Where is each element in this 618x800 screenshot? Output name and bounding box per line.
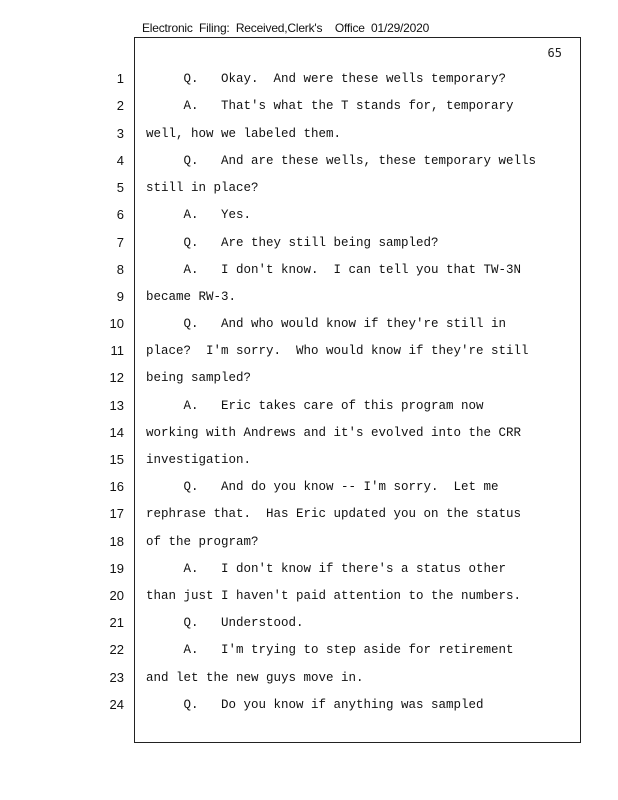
line-number: 1 (116, 71, 124, 86)
line-number: 13 (109, 398, 124, 413)
line-number: 16 (109, 479, 124, 494)
line-text: working with Andrews and it's evolved into the CRR (146, 426, 522, 440)
transcript-line (0, 396, 618, 416)
transcript-line (0, 613, 618, 633)
line-number: 5 (116, 180, 124, 195)
transcript-line (0, 151, 618, 171)
transcript-line (0, 450, 618, 470)
transcript-line (0, 314, 618, 334)
line-text: Q. And who would know if they're still in (146, 317, 507, 331)
line-number: 4 (116, 153, 124, 168)
line-text: A. I don't know if there's a status other (146, 562, 507, 576)
transcript-line (0, 532, 618, 552)
transcript-line (0, 504, 618, 524)
transcript-line (0, 477, 618, 497)
line-number: 12 (109, 370, 124, 385)
transcript-line (0, 233, 618, 253)
transcript-line (0, 640, 618, 660)
line-number: 15 (109, 452, 124, 467)
line-text: well, how we labeled them. (146, 127, 342, 141)
line-number: 22 (109, 642, 124, 657)
transcript-line (0, 695, 618, 715)
line-text: than just I haven't paid attention to the numbers. (146, 589, 522, 603)
line-text: A. I'm trying to step aside for retirement (146, 643, 514, 657)
line-number: 3 (116, 126, 124, 141)
transcript-line (0, 341, 618, 361)
line-number: 2 (116, 98, 124, 113)
line-text: place? I'm sorry. Who would know if they're still (146, 344, 529, 358)
line-text: Q. And do you know -- I'm sorry. Let me (146, 480, 499, 494)
line-text: still in place? (146, 181, 259, 195)
line-text: A. Eric takes care of this program now (146, 399, 484, 413)
transcript-line (0, 260, 618, 280)
transcript-line (0, 205, 618, 225)
line-number: 11 (110, 343, 124, 358)
line-number: 17 (109, 506, 124, 521)
line-number: 23 (109, 670, 124, 685)
transcript-line (0, 368, 618, 388)
filing-stamp-header: Electronic Filing: Received,Clerk's Office 01/29/2020 (142, 21, 430, 35)
transcript-line (0, 559, 618, 579)
line-text: Q. And are these wells, these temporary wells (146, 154, 537, 168)
line-text: Q. Are they still being sampled? (146, 236, 439, 250)
transcript-line (0, 96, 618, 116)
transcript-line (0, 69, 618, 89)
line-number: 8 (116, 262, 124, 277)
transcript-line (0, 586, 618, 606)
line-text: became RW-3. (146, 290, 237, 304)
transcript-line (0, 668, 618, 688)
line-number: 10 (109, 316, 124, 331)
line-text: A. I don't know. I can tell you that TW-3N (146, 263, 522, 277)
transcript-line (0, 287, 618, 307)
line-text: A. That's what the T stands for, temporary (146, 99, 514, 113)
line-text: Q. Okay. And were these wells temporary? (146, 72, 507, 86)
line-number: 21 (109, 615, 124, 630)
line-text: Q. Do you know if anything was sampled (146, 698, 484, 712)
line-text: of the program? (146, 535, 259, 549)
transcript-line (0, 124, 618, 144)
line-number: 24 (109, 697, 124, 712)
line-number: 19 (109, 561, 124, 576)
line-number: 6 (116, 207, 124, 222)
line-text: and let the new guys move in. (146, 671, 364, 685)
line-text: rephrase that. Has Eric updated you on the status (146, 507, 522, 521)
line-text: being sampled? (146, 371, 252, 385)
line-number: 9 (116, 289, 124, 304)
page-number: 65 (547, 46, 562, 60)
line-text: A. Yes. (146, 208, 252, 222)
transcript-line (0, 423, 618, 443)
line-text: investigation. (146, 453, 252, 467)
line-text: Q. Understood. (146, 616, 304, 630)
line-number: 14 (109, 425, 124, 440)
line-number: 20 (109, 588, 124, 603)
line-number: 18 (109, 534, 124, 549)
transcript-line (0, 178, 618, 198)
line-number: 7 (116, 235, 124, 250)
